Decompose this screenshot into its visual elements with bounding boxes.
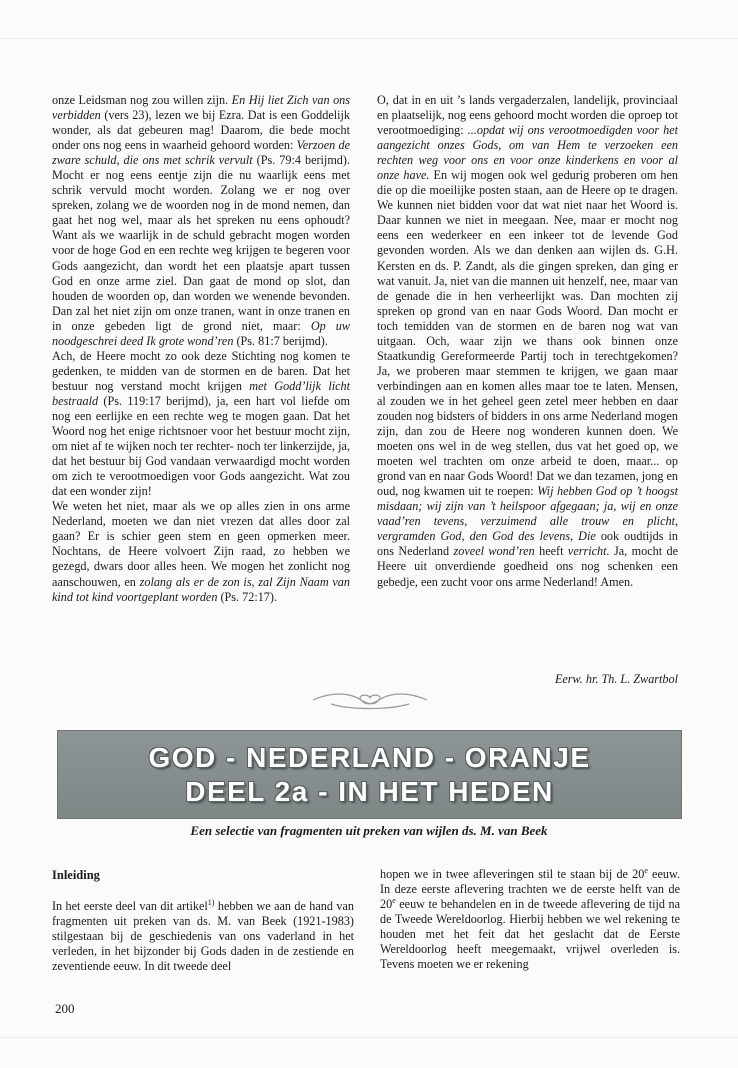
article-right-column: O, dat in en uit ’s lands vergaderzalen, landelijk, provinciaal en plaatselijk, nog eens gehoord mocht worden die oproep tot verootmoediging: ...opdat wij ons verootmoedigden voor het aangezicht onzes Gods, om van Hem te verzoeken een rechten weg voor ons en voor onze kinderkens en voor al onze have. En wij mogen ook wel gedurig proberen om hen die op die moeilijke posten staan, aan de Heere op te dragen. We kunnen niet bidden voor dat wat niet naar het Woord is. Daar kunnen we niet in meegaan. Nee, maar er mocht nog eens een wederkeer en een inkeer tot de levende God gevonden worden. Als we dan denken aan wijlen ds. G.H. Kersten en ds. P. Zandt, als die gingen spreken, dan ging er wat vanuit. Ja, niet van die mannen uit henzelf, nee, maar van de genade die in hen verheerlijkt was. Dan mochten zij spreken op grond van en naar Gods Woord. Dan mocht er toch temidden van de stormen en de baren nog wat van uitgaan. Och, waar zijn we thans ook binnen onze Staatkundig Gereformeerde Partij toch in terechtgekomen? Ja, we proberen maar stemmen te krijgen, we gaan maar verbindingen aan en komen alles maar toe te laten. Mensen, al zouden we in het geheel geen zetel meer hebben en daar zouden nog bidsters of bidders in ons arme Nederland mogen zijn, dan zou de Heere nog wonderen kunnen doen. We moeten ons wel in de weg stellen, dus vat het goed op, we moeten wel trachten om onze arbeid te doen, maar... op grond van en naar Gods Woord! Dat we dan tezamen, jong en oud, nog kwamen uit te roepen: Wij hebben God op ’t hoogst misdaan; wij zijn van ’t heilspoor afgegaan; ja, wij en onze vaad’ren tevens, verzuimend alle trouw en plicht, vergramden God, den God des levens, Die ook oudtijds in ons Nederland zoveel wond’ren heeft verricht. Ja, mocht de Heere uit onverdiende goedheid ons nog schenken een gebedje, een zucht voor ons arme Nederland! Amen. — [377, 93, 679, 589]
intro-left-column: In het eerste deel van dit artikel$^{1)}$ hebben we aan de hand van fragmenten uit preken van ds. M. van Beek (1921-1983) stilgestaan bij de geschiedenis van ons vaderland in het verleden, in het bijzonder bij Gods daden in de zestiende en zeventiende eeuw. In dit tweede deel — [52, 897, 354, 974]
banner-title-line-2: DEEL 2a - IN HET HEDEN — [185, 776, 554, 807]
article-left-column: onze Leidsman nog zou willen zijn. En Hij liet Zich van ons verbidden (vers 23), lezen we bij Ezra. Dat is een Goddelijk wonder, als dat gebeuren mag! Daarom, die bede mocht onder ons nog eens in waarheid gehoord worden: Verzoen de zware schuld, die ons met schrik vervult (Ps. 79:4 berijmd). Mocht er nog eens eentje zijn die nu waarlijk eens met schrik vervuld mocht worden. Zolang we er nog over spreken, zolang we de woorden nog in de mond nemen, dan gaat het nog wel, maar als het spreken nu eens ophoudt? Want als we waarlijk in de schuld gebracht mogen worden voor de hoge God en een rechte weg krijgen te begeren voor Gods aangezicht, dan wordt het een plaatsje apart tussen God en onze arme ziel. Dan gaat de mond op slot, dan houden de woorden op, dan worden we wenende bevonden. Dan zal het niet zijn om onze tranen, want in onze tranen en in onze gebeden ligt de grond niet, maar: Op uw noodgeschrei deed Ik grote wond’ren (Ps. 81:7 berijmd). Ach, de Heere mocht zo ook deze Stichting nog komen te gedenken, te midden van de stormen en de baren. Dat het bestuur nog verstand mocht krijgen met Godd’lijk licht bestraald (Ps. 119:17 berijmd), ja, een hart vol liefde om nog een eerlijke en een rechte weg te mogen gaan. Dat het Woord nog het enige richtsnoer voor het bestuur mocht zijn, om niet af te wijken noch ter rechter- noch ter linkerzijde, ja, dat het bestuur bij God vandaan verwaardigd mocht worden om zich te verootmoedigen voor Gods aangezicht. Wat zou dat een wonder zijn! We weten het niet, maar als we op alles zien in ons arme Nederland, moeten we dan niet vrezen dat alles door zal gaan? Er is schier geen stem en geen opmerken meer. Nochtans, de Heere volvoert Zijn raad, zo hebben we gezegd, dwars door alles heen. We mogen het zonlicht nog aanschouwen, en zolang als er de zon is, zal Zijn Naam van kind tot kind voortgeplant worden (Ps. 72:17). — [52, 93, 351, 604]
intro-right-column: hopen we in twee afleveringen stil te staan bij de 20e eeuw. In deze eerste aflevering trachten we de eerste helft van de 20e eeuw te behandelen en in de tweede aflevering de tijd na de Tweede Wereldoorlog. Hierbij hebben we wel rekening te houden met het feit dat het geslacht dat de Eerste Wereldoorlog heeft meegemaakt, vrijwel overleden is. Tevens moeten we er rekening — [380, 865, 681, 972]
section-title-banner — [57, 730, 682, 819]
article-signature: Eerw. hr. Th. L. Zwartbol — [554, 672, 678, 686]
section-heading-inleiding: Inleiding — [52, 868, 100, 882]
page-top-edge — [0, 38, 738, 39]
page-number: 200 — [55, 1001, 75, 1016]
article-subtitle: Een selectie van fragmenten uit preken van wijlen ds. M. van Beek — [190, 823, 548, 838]
banner-title-line-1: GOD - NEDERLAND - ORANJE — [148, 742, 591, 773]
page-bottom-edge — [0, 1037, 738, 1038]
divider-ornament — [311, 688, 429, 712]
